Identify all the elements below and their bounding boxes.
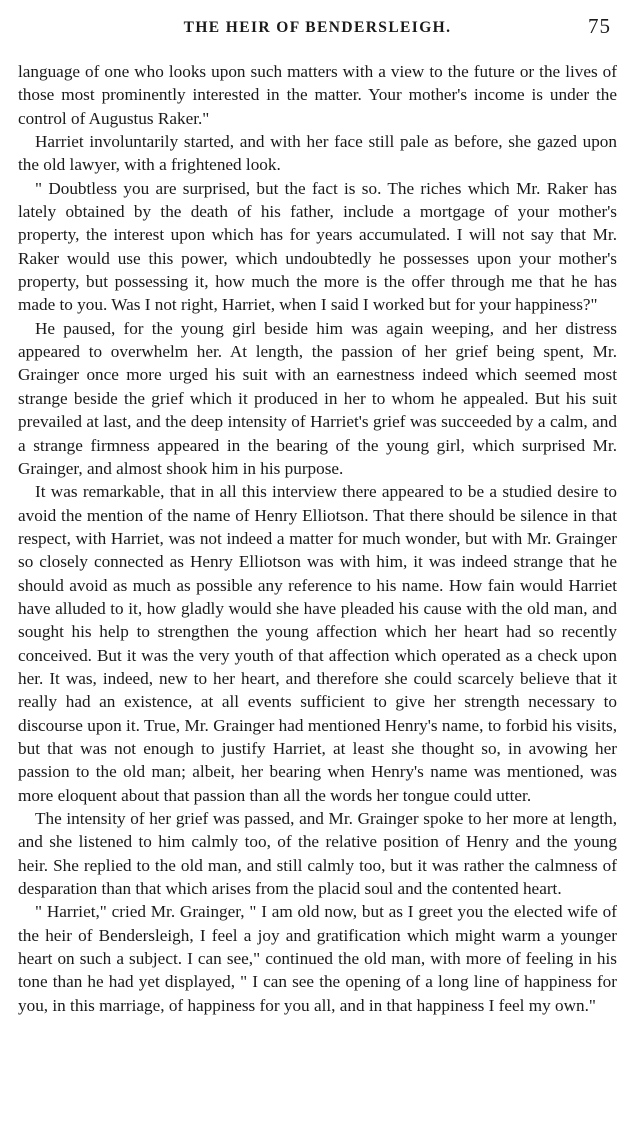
paragraph-continued: language of one who looks upon such matters with a view to the future or the lives of those most prominently interested in the matter. Your mother's income is under the control of Augustus Raker." xyxy=(18,62,617,128)
body-text xyxy=(18,60,617,1017)
paragraph: The intensity of her grief was passed, and Mr. Grainger spoke to her more at length, and she listened to him calmly too, of the relative position of Henry and the young heir. She replied to the old man, and still calmly too, but it was rather the calmness of desparation than that which arises from the placid soul and the contented heart. xyxy=(18,809,617,899)
paragraph: He paused, for the young girl beside him was again weeping, and her distress appeared to overwhelm her. At length, the passion of her grief being spent, Mr. Grainger once more urged his suit with an earnestness indeed which seemed most strange beside the grief which it produced in her to whom he appealed. But his suit prevailed at last, and the deep intensity of Harriet's grief was succeeded by a calm, and a strange firmness appeared in the bearing of the young girl, which surprised Mr. Grainger, and almost shook him in his purpose. xyxy=(18,318,617,478)
paragraph: It was remarkable, that in all this interview there appeared to be a studied desire to avoid the mention of the name of Henry Elliotson. That there should be silence in that respect, with Harriet, was not indeed a matter for much wonder, but with Mr. Grainger so closely connected as Henry Elliotson was with him, it was indeed strange that he should avoid as much as possible any reference to his name. How fain would Harriet have alluded to it, how gladly would she have pleaded his cause with the old man, and sought his help to strengthen the young affection which her heart had so recently conceived. But it was the very youth of that affection which operated as a check upon her. It was, indeed, new to her heart, and therefore she could scarcely believe that it really had an existence, at all events sufficient to give her strength necessary to discourse upon it. True, Mr. Grainger had mentioned Henry's name, to forbid his visits, but that was not enough to justify Harriet, at least she thought so, in avowing her passion to the old man; albeit, her bearing when Henry's name was mentioned, was more eloquent about that passion than all the words her tongue could utter. xyxy=(18,482,617,805)
page-number: 75 xyxy=(588,14,611,38)
paragraph: " Doubtless you are surprised, but the fact is so. The riches which Mr. Raker has lately obtained by the death of his father, include a mortgage of your mother's property, the interest upon which has for years accumulated. I will not say that Mr. Raker would use this power, which undoubtedly he possesses upon your mother's property, but possessing it, how much the more is the offer through me that he has made to you. Was I not right, Harriet, when I said I worked but for your happiness?" xyxy=(18,178,617,315)
paragraph: Harriet involuntarily started, and with her face still pale as before, she gazed upon the old lawyer, with a frightened look. xyxy=(18,132,617,175)
running-head xyxy=(18,0,617,44)
running-title: THE HEIR OF BENDERSLEIGH. xyxy=(183,19,452,36)
paragraph: " Harriet," cried Mr. Grainger, " I am old now, but as I greet you the elected wife of the heir of Bendersleigh, I feel a joy and gratification which might warm a younger heart on such a subject. I can see," continued the old man, with more of feeling in his tone than he had yet displayed, " I can see the opening of a long line of happiness for you, in this marriage, of happiness for you all, and in that happiness I feel my own." xyxy=(18,902,617,1015)
